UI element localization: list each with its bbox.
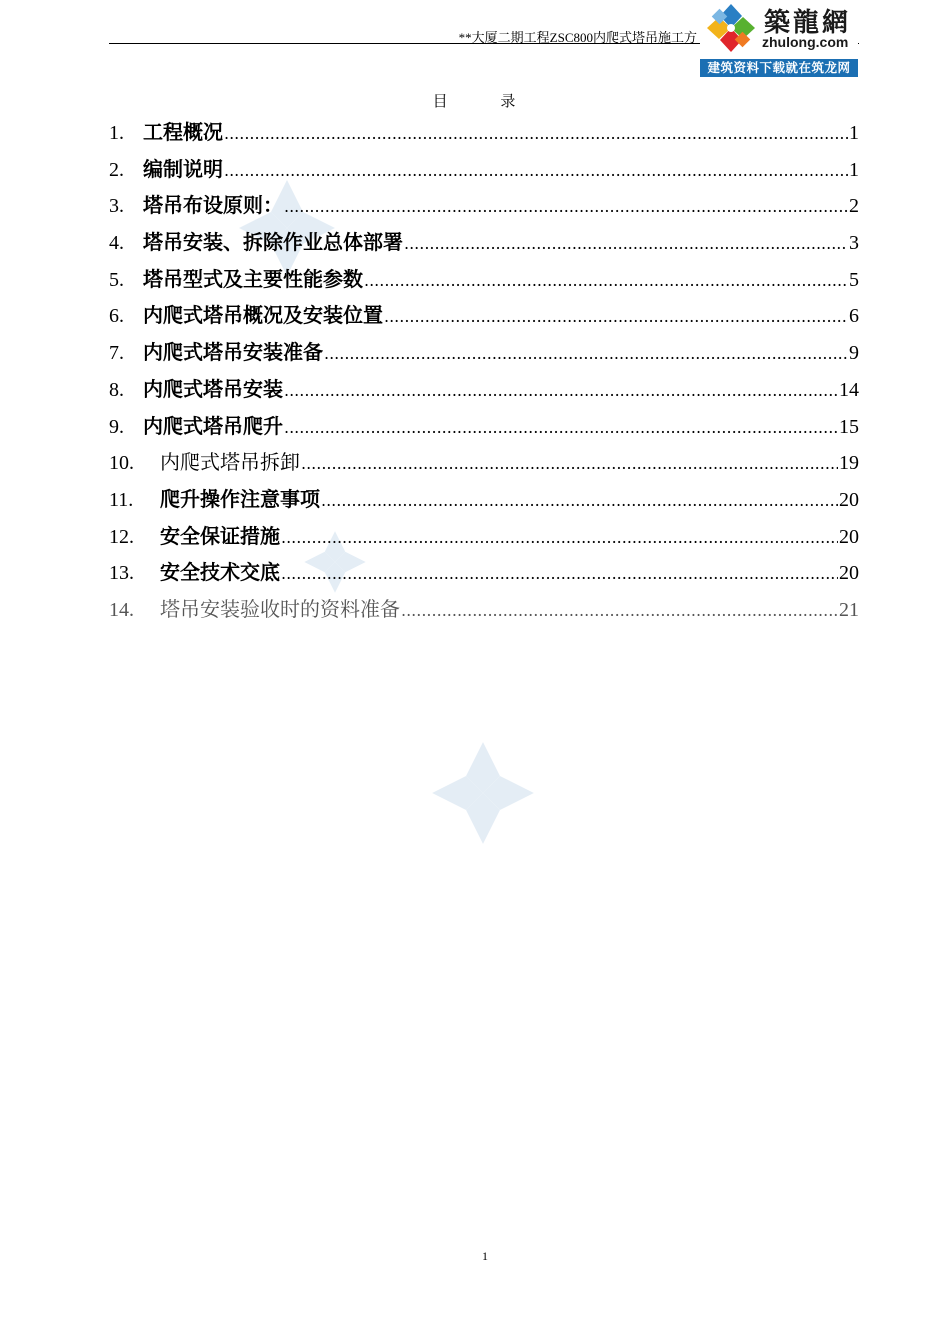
- toc-leader-dots: [321, 491, 838, 510]
- toc-entry-number: 7.: [109, 342, 124, 365]
- toc-leader-dots: [224, 124, 848, 143]
- toc-entry-label: 编制说明: [143, 156, 223, 181]
- toc-entry-number: 9.: [109, 415, 124, 438]
- toc-entry-number: 3.: [109, 195, 124, 218]
- toc-entry-number: 5.: [109, 268, 124, 291]
- toc-entry-number: 6.: [109, 305, 124, 328]
- logo-domain-text: zhulong.com: [762, 34, 849, 50]
- toc-entry[interactable]: [109, 263, 859, 300]
- toc-leader-dots: [301, 454, 838, 473]
- toc-entry-label: 内爬式塔吊拆卸: [160, 450, 300, 475]
- toc-leader-dots: [324, 344, 848, 363]
- toc-leader-dots: [364, 271, 848, 290]
- toc-entry-page: 1: [849, 122, 859, 144]
- toc-leader-dots: [384, 307, 848, 326]
- toc-entry-label: 工程概况: [143, 120, 223, 144]
- toc-entry[interactable]: [109, 153, 859, 190]
- toc-leader-dots: [281, 528, 838, 547]
- toc-entry-label: 内爬式塔吊概况及安装位置: [143, 303, 383, 328]
- toc-entry-label: 爬升操作注意事项: [160, 486, 320, 511]
- toc-entry[interactable]: [109, 446, 859, 483]
- toc-entry-page: 3: [849, 232, 859, 255]
- toc-entry-page: 1: [849, 158, 859, 181]
- toc-entry[interactable]: [109, 336, 859, 373]
- toc-leader-dots: [224, 161, 848, 180]
- toc-entry-number: 4.: [109, 232, 124, 255]
- toc-entry-page: 6: [849, 305, 859, 328]
- toc-entry-page: 19: [839, 452, 859, 475]
- running-header: **大厦二期工程ZSC800内爬式塔吊施工方: [458, 30, 697, 45]
- toc-leader-dots: [401, 601, 838, 620]
- zhulong-watermark-icon: [430, 740, 536, 846]
- toc-entry-page: 15: [839, 415, 859, 438]
- toc-entry-page: 14: [839, 378, 859, 401]
- toc-leader-dots: [284, 418, 838, 437]
- page-number: 1: [482, 1249, 488, 1263]
- toc-entry[interactable]: [109, 116, 859, 153]
- toc-entry-label: 塔吊安装、拆除作业总体部署: [143, 230, 403, 255]
- toc-entry-label: 内爬式塔吊安装: [143, 376, 283, 401]
- toc-entry-page: 20: [839, 562, 859, 585]
- toc-entry-page: 20: [839, 488, 859, 511]
- toc-entry[interactable]: [109, 410, 859, 447]
- toc-entry-number: 11.: [109, 488, 134, 511]
- toc-entry-label: 内爬式塔吊爬升: [143, 413, 283, 438]
- toc-leader-dots: [284, 197, 848, 216]
- table-of-contents: [109, 116, 859, 630]
- toc-entry-number: 8.: [109, 378, 124, 401]
- toc-entry-label: 内爬式塔吊安装准备: [143, 340, 323, 365]
- toc-entry-label: 塔吊安装验收时的资料准备: [160, 596, 400, 621]
- toc-entry-page: 21: [839, 598, 859, 621]
- toc-entry[interactable]: [109, 483, 859, 520]
- logo-box: [700, 0, 858, 55]
- toc-entry-number: 14.: [109, 598, 134, 621]
- toc-entry[interactable]: [109, 373, 859, 410]
- zhulong-logo-icon: [702, 2, 760, 54]
- toc-leader-dots: [404, 234, 848, 253]
- toc-entry[interactable]: [109, 556, 859, 593]
- toc-entry-label: 安全保证措施: [160, 523, 280, 548]
- toc-entry[interactable]: [109, 593, 859, 630]
- toc-entry-label: 塔吊布设原则：: [143, 193, 283, 218]
- toc-leader-dots: [284, 381, 838, 400]
- toc-entry-label: 安全技术交底: [160, 560, 280, 585]
- zhulong-logo[interactable]: [700, 0, 858, 78]
- toc-entry-number: 12.: [109, 525, 134, 548]
- logo-slogan: 建筑资料下载就在筑龙网: [700, 59, 858, 77]
- logo-chinese-text: 築龍網: [764, 8, 852, 38]
- toc-entry-label: 塔吊型式及主要性能参数: [143, 266, 363, 291]
- toc-entry[interactable]: [109, 226, 859, 263]
- toc-entry-page: 9: [849, 342, 859, 365]
- toc-entry[interactable]: [109, 189, 859, 226]
- toc-title: 目 录: [432, 92, 538, 110]
- toc-entry[interactable]: [109, 520, 859, 557]
- toc-entry-number: 2.: [109, 158, 124, 181]
- toc-leader-dots: [281, 564, 838, 583]
- toc-entry-page: 2: [849, 195, 859, 218]
- toc-entry-page: 5: [849, 268, 859, 291]
- toc-entry[interactable]: [109, 299, 859, 336]
- toc-entry-number: 1.: [109, 122, 124, 144]
- toc-entry-number: 13.: [109, 562, 134, 585]
- toc-entry-page: 20: [839, 525, 859, 548]
- toc-entry-number: 10.: [109, 452, 134, 475]
